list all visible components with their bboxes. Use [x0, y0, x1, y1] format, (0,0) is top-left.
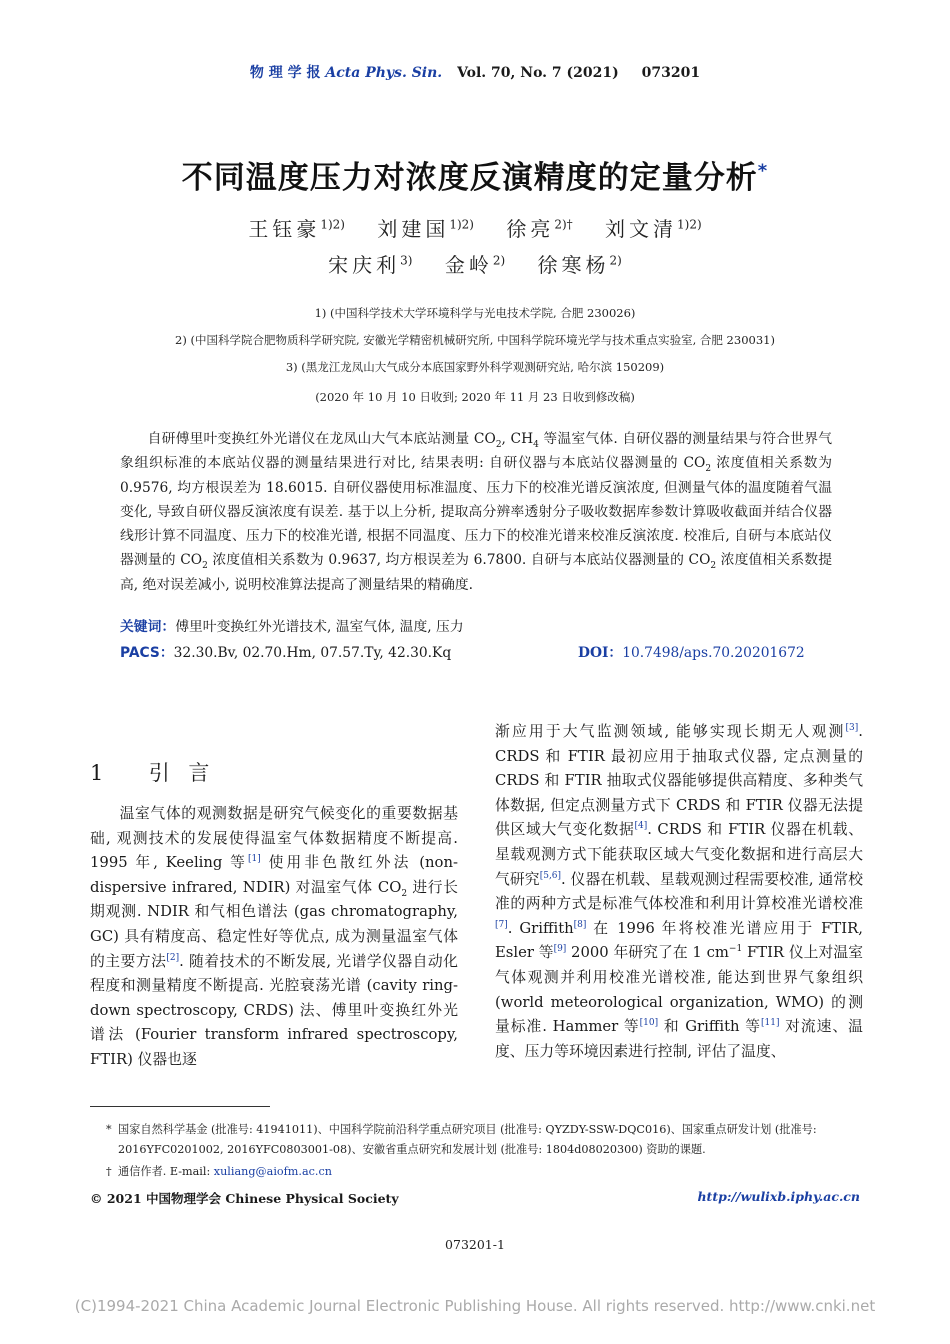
authors-row: [0, 213, 950, 242]
received-dates: (2020 年 10 月 10 日收到; 2020 年 11 月 23 日收到修改稿): [315, 390, 635, 404]
funding-footnote: * 国家自然科学基金 (批准号: 41941011)、中国科学院前沿科学重点研究项目 (批准号: QYZDY-SSW-DQC016)、国家重点研发计划 (批准号: 2016YFC0201002, 2016YFC0803001-08)、安徽省重点研究和发展计划 (批准号: 1804d08020300) 资助的课题.: [118, 1120, 848, 1160]
right-column: [495, 720, 863, 1064]
author-affiliation: 2): [609, 253, 622, 268]
page-number: 073201-1: [445, 1237, 505, 1252]
footnote-divider: [90, 1106, 270, 1107]
keywords-text: 傅里叶变换红外光谱技术, 温室气体, 温度, 压力: [175, 619, 464, 635]
author-affiliation: 2): [492, 253, 506, 268]
authors-row: [0, 249, 950, 278]
email-link[interactable]: xuliang@aiofm.ac.cn: [213, 1165, 332, 1178]
keywords-label: 关键词：: [120, 619, 176, 635]
article-id: 073201: [641, 65, 701, 81]
copyright: © 2021 中国物理学会 Chinese Physical Society: [90, 1191, 399, 1206]
citation-link[interactable]: [1]: [248, 854, 261, 865]
author-affiliation: 2)†: [554, 217, 573, 232]
title-text: 不同温度压力对浓度反演精度的定量分析: [181, 160, 758, 196]
footnote-mark: †: [106, 1165, 112, 1178]
journal-volume: Vol. 70, No. 7 (2021): [457, 65, 619, 81]
author-name: 徐寒杨: [537, 253, 610, 277]
keywords: [120, 615, 464, 635]
page-title: [0, 152, 950, 197]
affiliation: 1) (中国科学技术大学环境科学与光电技术学院, 合肥 230026): [314, 306, 636, 320]
doi[interactable]: [578, 641, 805, 661]
author-name: 徐亮: [506, 217, 555, 241]
affiliation: 2) (中国科学院合肥物质科学研究院, 安徽光学精密机械研究所, 中国科学院环境光学与技术重点实验室, 合肥 230031): [175, 333, 775, 347]
citation-link[interactable]: [5,6]: [539, 870, 562, 881]
pacs: [120, 641, 451, 661]
journal-name-en: Acta Phys. Sin.: [325, 65, 443, 81]
intro-paragraph-continued: 渐应用于大气监测领域, 能够实现长期无人观测[3]. CRDS 和 FTIR 最初应用于抽取式仪器, 定点测量的 CRDS 和 FTIR 抽取式仪器能够提供高精度、多种类气体数据, 但定点测量方式下 CRDS 和 FTIR 仪器无法提供区域大气变化数据[4]. CRDS 和 FTIR 仪器在机载、星载观测方式下能获取区域大气变化数据和进行高层大气研究[5,6]. 仪器在机载、星载观测过程需要校准, 通常校准的两种方式是标准气体校准和利用计算校准光谱校准[7]. Griffith[8] 在 1996 年将校准光谱应用于 FTIR, Esler 等[9] 2000 年研究了在 1 $cm^{-1}$ FTIR 仪上对温室气体观测并利用校准光谱校准, 能达到世界气象组织 (world meteorological organization, WMO) 的测量标准. Hammer 等[10] 和 Griffith 等[11] 对流速、温度、压力等环境因素进行控制, 评估了温度、: [495, 723, 863, 1060]
affiliation: 3) (黑龙江龙凤山大气成分本底国家野外科学观测研究站, 哈尔滨 150209): [285, 360, 665, 374]
journal-url-link[interactable]: http://wulixb.iphy.ac.cn: [697, 1189, 860, 1204]
author-affiliation: 3): [400, 253, 413, 268]
citation-link[interactable]: [11]: [761, 1018, 780, 1029]
author-name: 刘建国: [377, 217, 450, 241]
corresponding-author-footnote: † 通信作者. E-mail: xuliang@aiofm.ac.cn: [118, 1162, 332, 1182]
section-number: 1: [90, 761, 110, 785]
abstract: 自研傅里叶变换红外光谱仪在龙凤山大气本底站测量 $CO_2$, $CH_4$ 等温室气体. 自研仪器的测量结果与符合世界气象组织标准的本底站仪器的测量结果进行对比, 结果表明: 自研仪器与本底站仪器测量的 $CO_2$ 浓度值相关系数为 0.9576, 均方根误差为 18.6015. 自研仪器使用标准温度、压力下的校准光谱反演浓度, 但测量气体的温度随着气温变化, 导致自研仪器反演浓度有误差. 基于以上分析, 提取高分辨率透射分子吸收数据库参数计算吸收截面并结合仪器线形计算不同温度、压力下的校准光谱, 根据不同温度、压力下的校准光谱来校准反演浓度. 校准后, 自研与本底站仪器测量的 $CO_2$ 浓度值相关系数为 0.9637, 均方根误差为 6.7800. 自研与本底站仪器测量的 $CO_2$ 浓度值相关系数提高, 绝对误差减小, 说明校准算法提高了测量结果的精确度.: [120, 431, 832, 593]
citation-link[interactable]: [4]: [634, 821, 648, 832]
section-title: 引 言: [148, 761, 216, 785]
author-name: 王钰豪: [248, 217, 321, 241]
doi-link[interactable]: 10.7498/aps.70.20201672: [622, 645, 805, 661]
intro-paragraph: 温室气体的观测数据是研究气候变化的重要数据基础, 观测技术的发展使得温室气体数据精度不断提高. 1995 年, Keeling 等[1] 使用非色散红外法 (non-dispersive infrared, NDIR) 对温室气体 $CO_2$ 进行长期观测. NDIR 和气相色谱法 (gas chromatography, GC) 具有精度高、稳定性好等优点, 成为测量温室气体的主要方法[2]. 随着技术的不断发展, 光谱学仪器自动化程度和测量精度不断提高. 光腔衰荡光谱 (cavity ring-down spectroscopy, CRDS) 法、傅里叶变换红外光谱法 (Fourier transform infrared spectroscopy, FTIR) 仪器也逐: [90, 805, 458, 1068]
author-name: 刘文清: [605, 217, 678, 241]
citation-link[interactable]: [9]: [553, 944, 567, 955]
citation-link[interactable]: [10]: [639, 1018, 659, 1029]
journal-header: [0, 62, 950, 82]
author-name: 金岭: [444, 253, 493, 277]
citation-link[interactable]: [7]: [495, 919, 508, 930]
author-affiliation: 1)2): [677, 217, 702, 232]
journal-name-cn: 物 理 学 报: [249, 65, 321, 81]
section-heading: [90, 758, 458, 788]
pacs-label: PACS：: [120, 645, 174, 661]
cnki-watermark: (C)1994-2021 China Academic Journal Electronic Publishing House. All rights reserved. http://www.cnki.net: [74, 1297, 876, 1315]
footnote-mark: *: [106, 1123, 112, 1136]
author-affiliation: 1)2): [449, 217, 474, 232]
author-name: 宋庆利: [328, 253, 401, 277]
citation-link[interactable]: [2]: [166, 952, 180, 963]
left-column: [90, 720, 458, 1073]
citation-link[interactable]: [8]: [573, 919, 587, 930]
author-affiliation: 1)2): [320, 217, 345, 232]
doi-label: DOI：: [578, 645, 623, 661]
title-footnote-mark: *: [757, 160, 769, 182]
pacs-text: 32.30.Bv, 02.70.Hm, 07.57.Ty, 42.30.Kq: [173, 645, 452, 661]
citation-link[interactable]: [3]: [845, 723, 859, 734]
